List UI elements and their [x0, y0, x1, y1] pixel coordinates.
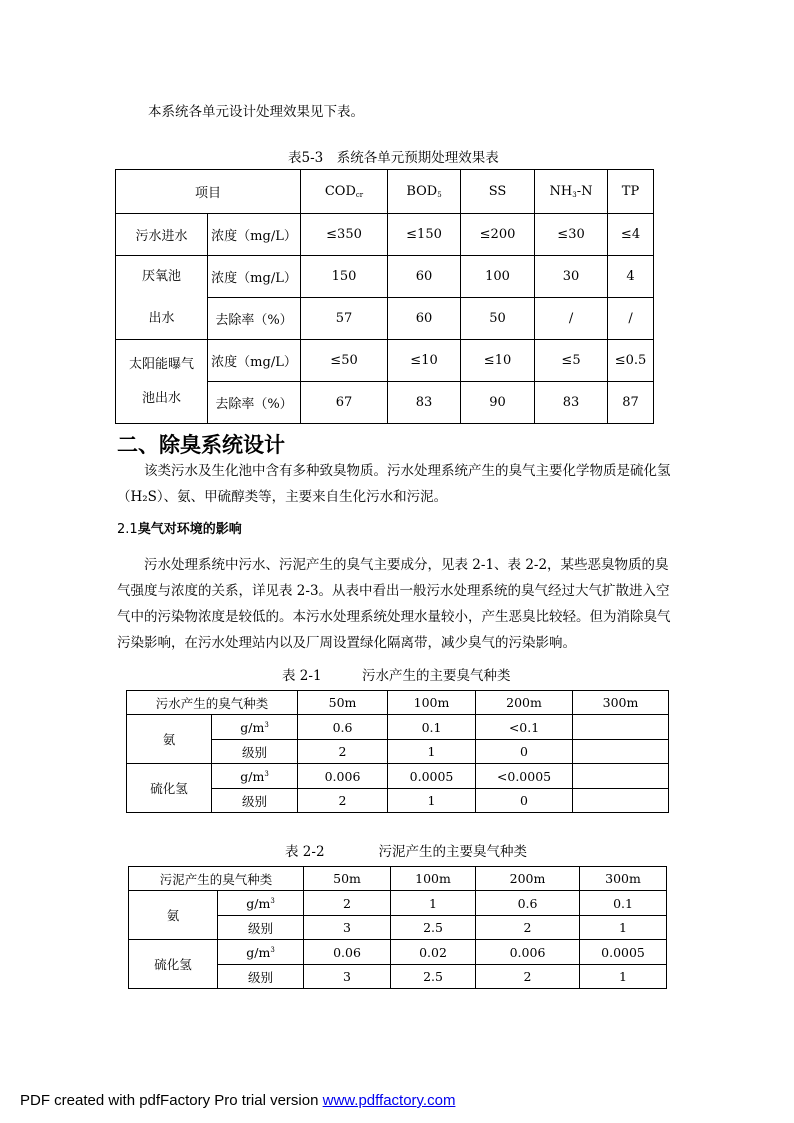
intro-text: 本系统各单元设计处理效果见下表。 — [148, 104, 364, 120]
table-cell: 3 — [304, 916, 391, 940]
table-cell: / — [608, 298, 654, 340]
table-cell: 1 — [391, 891, 476, 916]
table-cell: 83 — [535, 382, 608, 424]
table-cell: <0.0005 — [476, 764, 573, 789]
table-cell: 2 — [298, 740, 388, 764]
header-ss: SS — [461, 170, 535, 214]
pdf-footer — [20, 1092, 455, 1109]
pdffactory-link[interactable]: www.pdffactory.com — [322, 1092, 456, 1109]
sewage-odor-table — [126, 690, 669, 813]
table-cell: 0.0005 — [388, 764, 476, 789]
header-cell: 300m — [573, 691, 669, 715]
table53-caption: 表5-3 系统各单元预期处理效果表 — [288, 150, 499, 166]
row-param: 去除率（%） — [208, 298, 301, 340]
header-item: 项目 — [116, 170, 301, 214]
level-cell: 级别 — [212, 789, 298, 813]
table-cell: 2.5 — [391, 916, 476, 940]
table-cell: 0.1 — [388, 715, 476, 740]
header-cod: $COD_{cr}$ — [301, 170, 388, 214]
table-cell: / — [535, 298, 608, 340]
table-cell: ≤10 — [461, 340, 535, 382]
table-cell: 0.0005 — [580, 940, 667, 965]
row-label: 太阳能曝气 池出水 — [116, 340, 208, 424]
row-label: 厌氧池 出水 — [116, 256, 208, 340]
header-cell: 100m — [391, 867, 476, 891]
header-cell: 污泥产生的臭气种类 — [129, 867, 304, 891]
header-cell: 200m — [476, 691, 573, 715]
table21-caption: 表 2-1 污水产生的主要臭气种类 — [282, 668, 511, 684]
header-cell: 污水产生的臭气种类 — [127, 691, 298, 715]
odor-name: 硫化氢 — [127, 764, 212, 813]
table-cell: 1 — [388, 789, 476, 813]
header-nh3n: $NH_3-N$ — [535, 170, 608, 214]
section-title: 二、除臭系统设计 — [117, 433, 285, 457]
table-cell: <0.1 — [476, 715, 573, 740]
table-cell: 90 — [461, 382, 535, 424]
odor-name: 硫化氢 — [129, 940, 218, 989]
unit-cell: $g/m^3$ — [212, 764, 298, 789]
table-cell: 2.5 — [391, 965, 476, 989]
table-row — [127, 715, 669, 740]
table-row — [116, 214, 654, 256]
sludge-odor-table — [128, 866, 667, 989]
header-bod: $BOD_5$ — [388, 170, 461, 214]
table-cell: 1 — [388, 740, 476, 764]
paragraph: 该类污水及生化池中含有多种致臭物质。污水处理系统产生的臭气主要化学物质是硫化氢（H₂S）、氨、甲硫醇类等，主要来自生化污水和污泥。 — [117, 463, 671, 505]
table-cell: 67 — [301, 382, 388, 424]
table-cell — [573, 764, 669, 789]
table-cell: 50 — [461, 298, 535, 340]
table-cell: 2 — [298, 789, 388, 813]
table-cell: 87 — [608, 382, 654, 424]
table-row — [116, 256, 654, 298]
table-cell: 60 — [388, 298, 461, 340]
table-cell: 0.1 — [580, 891, 667, 916]
header-tp: TP — [608, 170, 654, 214]
table-cell: 0.6 — [476, 891, 580, 916]
treatment-effect-table — [115, 169, 654, 424]
row-label: 污水进水 — [116, 214, 208, 256]
row-param: 浓度（mg/L） — [208, 256, 301, 298]
header-cell: 50m — [304, 867, 391, 891]
table-cell: 3 — [304, 965, 391, 989]
table-cell: 4 — [608, 256, 654, 298]
row-param: 去除率（%） — [208, 382, 301, 424]
odor-name: 氨 — [129, 891, 218, 940]
table22-caption: 表 2-2 污泥产生的主要臭气种类 — [285, 844, 528, 860]
unit-cell: $g/m^3$ — [212, 715, 298, 740]
footer-text: PDF created with pdfFactory Pro trial version — [20, 1092, 323, 1109]
paragraph: 污水处理系统中污水、污泥产生的臭气主要成分，见表 2-1、表 2-2，某些恶臭物质的臭气强度与浓度的关系，详见表 2-3。从表中看出一般污水处理系统的臭气经过大气扩散进入空气中的污染物浓度是较低的。本污水处理系统处理水量较小，产生恶臭比较轻。但为消除臭气污染影响，在污水处理站内以及厂周设置绿化隔离带，减少臭气的污染影响。 — [117, 557, 671, 651]
table-cell — [573, 789, 669, 813]
table-cell: ≤150 — [388, 214, 461, 256]
table-cell: 0.006 — [298, 764, 388, 789]
unit-cell: $g/m^3$ — [218, 940, 304, 965]
table-cell: ≤50 — [301, 340, 388, 382]
table-cell: ≤30 — [535, 214, 608, 256]
table-cell: 0.006 — [476, 940, 580, 965]
level-cell: 级别 — [218, 965, 304, 989]
row-param: 浓度（mg/L） — [208, 340, 301, 382]
level-cell: 级别 — [218, 916, 304, 940]
table-row — [127, 764, 669, 789]
table-cell — [573, 740, 669, 764]
table-cell: 150 — [301, 256, 388, 298]
header-cell: 100m — [388, 691, 476, 715]
table-cell: 0.6 — [298, 715, 388, 740]
table-cell: 60 — [388, 256, 461, 298]
table-row — [129, 940, 667, 965]
header-cell: 200m — [476, 867, 580, 891]
unit-cell: $g/m^3$ — [218, 891, 304, 916]
table-cell: ≤4 — [608, 214, 654, 256]
table-cell: 30 — [535, 256, 608, 298]
table-cell: 1 — [580, 916, 667, 940]
table-cell: 2 — [304, 891, 391, 916]
table-cell — [573, 715, 669, 740]
table-cell: ≤350 — [301, 214, 388, 256]
table-cell: 2 — [476, 916, 580, 940]
table-cell: 2 — [476, 965, 580, 989]
odor-name: 氨 — [127, 715, 212, 764]
table-cell: 1 — [580, 965, 667, 989]
table-cell: 0.06 — [304, 940, 391, 965]
table-cell: 100 — [461, 256, 535, 298]
table-row — [116, 340, 654, 382]
table-row — [129, 891, 667, 916]
row-param: 浓度（mg/L） — [208, 214, 301, 256]
header-cell: 300m — [580, 867, 667, 891]
table-cell: ≤5 — [535, 340, 608, 382]
table-cell: 0 — [476, 789, 573, 813]
table-cell: 57 — [301, 298, 388, 340]
table-cell: ≤0.5 — [608, 340, 654, 382]
subsection-title: 2.1臭气对环境的影响 — [117, 522, 242, 537]
table-cell: 83 — [388, 382, 461, 424]
level-cell: 级别 — [212, 740, 298, 764]
table-cell: ≤10 — [388, 340, 461, 382]
table-cell: 0.02 — [391, 940, 476, 965]
table-cell: ≤200 — [461, 214, 535, 256]
header-cell: 50m — [298, 691, 388, 715]
table-cell: 0 — [476, 740, 573, 764]
